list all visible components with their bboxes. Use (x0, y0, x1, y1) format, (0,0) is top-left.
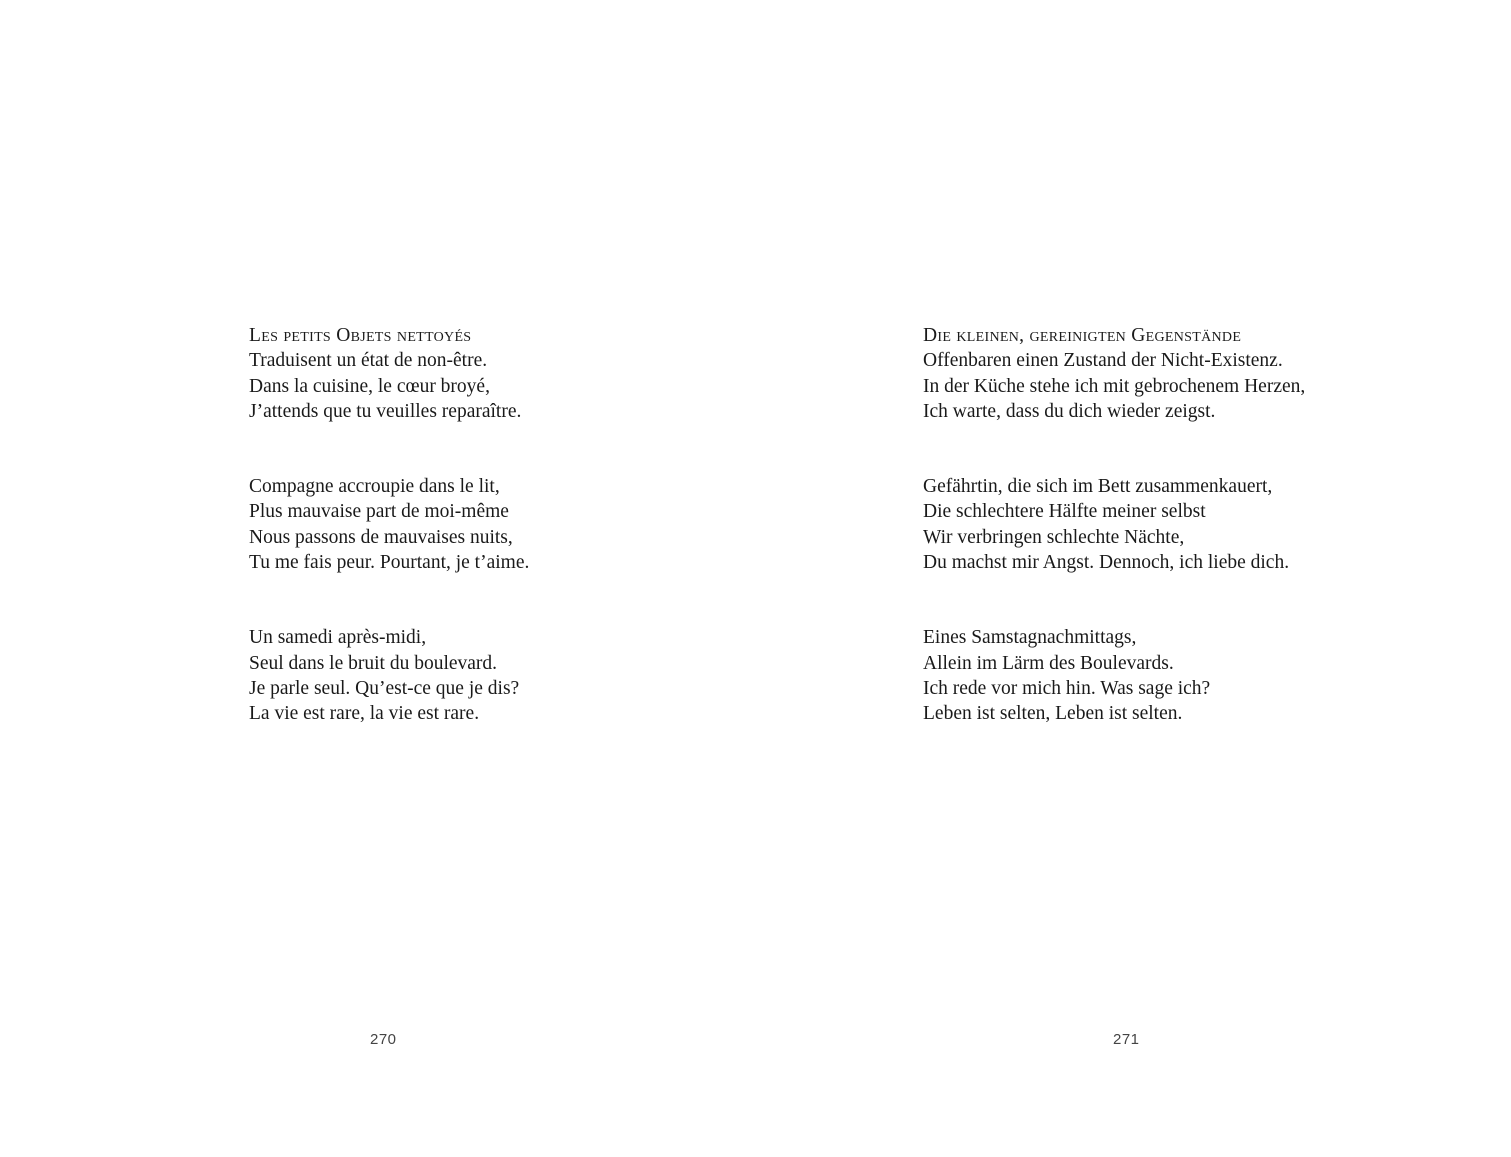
stanza (249, 323, 529, 424)
poem-line: Tu me fais peur. Pourtant, je t’aime. (249, 552, 530, 574)
stanza (923, 323, 1305, 424)
poem-line: J’attends que tu veuilles reparaître. (249, 400, 522, 422)
poem-line: Traduisent un état de non-être. (249, 350, 488, 372)
poem-line: Dans la cuisine, le cœur broyé, (249, 375, 490, 397)
poem-line-first: Die kleinen, gereinigten Gegenstände (923, 325, 1242, 346)
stanza (249, 625, 529, 726)
poem-line: Allein im Lärm des Boulevards. (923, 652, 1174, 674)
poem-line: Seul dans le bruit du boulevard. (249, 652, 498, 674)
right-page (755, 0, 1511, 1157)
poem-line: Die schlechtere Hälfte meiner selbst (923, 501, 1206, 523)
poem-line: Eines Samstagnachmittags, (923, 627, 1137, 649)
poem-line: Wir verbringen schlechte Nächte, (923, 526, 1185, 548)
stanza (923, 625, 1305, 726)
poem-line: Je parle seul. Qu’est-ce que je dis? (249, 677, 520, 699)
french-poem (249, 323, 529, 727)
poem-line: Plus mauvaise part de moi-même (249, 501, 509, 523)
poem-line: Compagne accroupie dans le lit, (249, 476, 500, 498)
stanza (923, 474, 1305, 575)
poem-line-first: Les petits Objets nettoyés (249, 325, 472, 346)
page-number: 271 (1113, 1031, 1140, 1048)
poem-line: In der Küche stehe ich mit gebrochenem Herzen, (923, 375, 1306, 397)
poem-line: Un samedi après-midi, (249, 627, 427, 649)
poem-line: Du machst mir Angst. Dennoch, ich liebe dich. (923, 552, 1290, 574)
poem-line: La vie est rare, la vie est rare. (249, 703, 480, 725)
poem-line: Ich warte, dass du dich wieder zeigst. (923, 400, 1216, 422)
poem-line: Nous passons de mauvaises nuits, (249, 526, 513, 548)
poem-line: Leben ist selten, Leben ist selten. (923, 703, 1183, 725)
poem-line: Offenbaren einen Zustand der Nicht-Existenz. (923, 350, 1283, 372)
stanza (249, 474, 529, 575)
page-number: 270 (370, 1031, 397, 1048)
german-poem (923, 323, 1305, 727)
poem-line: Gefährtin, die sich im Bett zusammenkauert, (923, 476, 1273, 498)
poem-line: Ich rede vor mich hin. Was sage ich? (923, 677, 1211, 699)
left-page (0, 0, 755, 1157)
